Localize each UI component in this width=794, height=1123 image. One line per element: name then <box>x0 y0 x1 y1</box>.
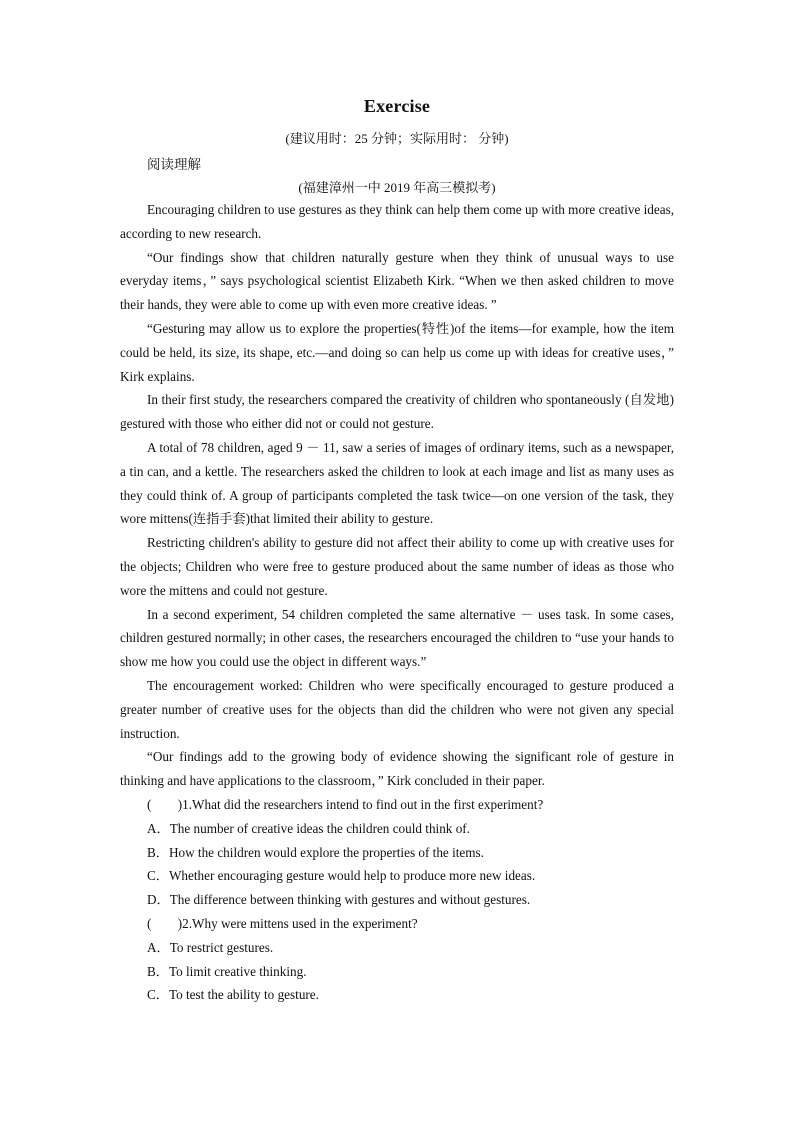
question-2: ( )2.Why were mittens used in the experiment? <box>147 915 418 931</box>
question-1-option-b: B．How the children would explore the properties of the items. <box>147 844 484 860</box>
passage-body <box>120 198 674 1007</box>
paragraph: “Gesturing may allow us to explore the properties(特性)of the items—for example, how the item could be held, its size, its shape, etc.—and doing so can help us come up with ideas for creative uses，” Kirk explains. <box>120 320 674 384</box>
paragraph: The encouragement worked: Children who were specifically encouraged to gesture produced a greater number of creative uses for the objects than did the children who were not given any special instruction. <box>120 677 674 741</box>
question-1-option-d: D．The difference between thinking with gestures and without gestures. <box>147 892 531 908</box>
paragraph: A total of 78 children, aged 9 － 11, saw a series of images of ordinary items, such as a newspaper, a tin can, and a kettle. The researchers asked the children to look at each image and list as many uses as they could think of. A group of participants completed the task twice—on one version of the task, they wore mittens(连指手套)that limited their ability to gesture. <box>120 439 674 527</box>
question-1-option-c: C．Whether encouraging gesture would help to produce more new ideas. <box>147 868 536 884</box>
question-1: ( )1.What did the researchers intend to find out in the first experiment? <box>147 796 544 812</box>
time-note: (建议用时：25 分钟；实际用时： 分钟) <box>285 131 509 146</box>
paragraph: Restricting children's ability to gesture did not affect their ability to come up with creative uses for the objects; Children who were free to gesture produced about the same number of ideas as those who wore the mittens and could not gesture. <box>120 535 674 598</box>
paragraph: “Our findings show that children naturally gesture when they think of unusual ways to use everyday items，” says psychological scientist Elizabeth Kirk. “When we then asked children to move their hands, they were able to come up with even more creative ideas. ” <box>120 249 674 313</box>
section-heading: 阅读理解 <box>147 157 201 172</box>
question-2-option-c: C．To test the ability to gesture. <box>147 987 319 1003</box>
paragraph: In their first study, the researchers compared the creativity of children who spontaneously (自发地) gestured with those who either did not or could not gesture. <box>120 392 674 432</box>
paragraph: Encouraging children to use gestures as they think can help them come up with more creative ideas, according to new research. <box>120 202 674 241</box>
paragraph: “Our findings add to the growing body of evidence showing the significant role of gesture in thinking and have applications to the classroom，” Kirk concluded in their paper. <box>120 749 674 789</box>
source-note: (福建漳州一中 2019 年高三模拟考) <box>298 180 496 195</box>
question-1-option-a: A．The number of creative ideas the children could think of. <box>147 820 470 836</box>
question-2-option-b: B．To limit creative thinking. <box>147 963 307 979</box>
paragraph: In a second experiment, 54 children completed the same alternative － uses task. In some cases, children gestured normally; in other cases, the researchers encouraged the children to “use your hands to show me how you could use the object in different ways.” <box>120 606 674 670</box>
question-2-option-a: A．To restrict gestures. <box>147 939 274 955</box>
page-title: Exercise <box>363 96 431 116</box>
